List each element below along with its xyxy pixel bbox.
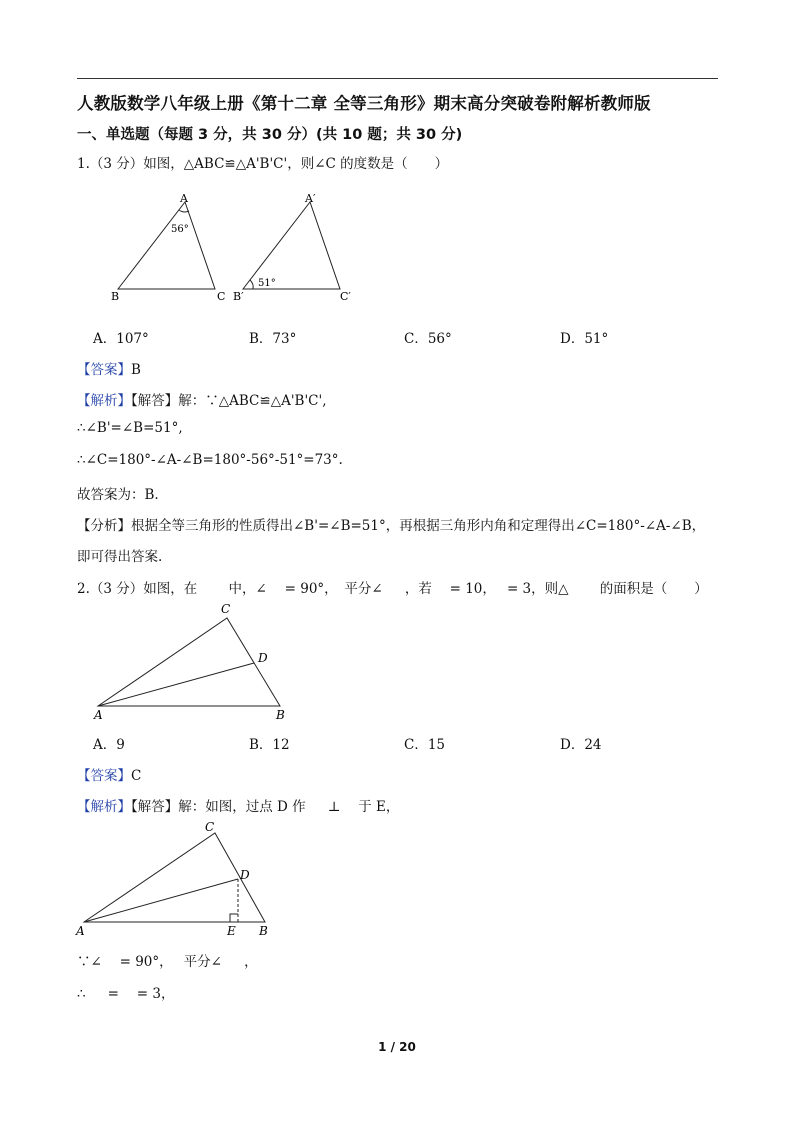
label-e: E (227, 924, 236, 938)
triangle-abc-3 (84, 833, 265, 922)
q1-option-a: A．107° (93, 331, 149, 347)
label-b: B (276, 708, 285, 722)
q1-option-c: C．56° (404, 331, 452, 347)
label-d: D (240, 868, 250, 882)
q1-analysis-line-2: ∴∠B'=∠B=51°, (77, 420, 183, 436)
question-1-stem: 1.（3 分）如图，△ABC≌△A'B'C'，则∠C 的度数是（ ） (77, 156, 449, 172)
question-2-figure (88, 600, 308, 722)
q2-analysis-line-1 (77, 795, 399, 815)
q2-answer: C (131, 768, 142, 784)
q1-answer-line (77, 358, 141, 378)
bisector-ad-2 (84, 879, 238, 922)
label-b: B (259, 924, 268, 938)
right-angle-mark (230, 914, 238, 922)
label-angle-b2: 51° (258, 278, 276, 289)
label-a2: A′ (305, 192, 316, 205)
q1-analysis-line-1 (77, 389, 327, 409)
q1-analysis-text: 【解答】解：∵△ABC≌△A'B'C', (131, 393, 327, 409)
angle-b2-arc (250, 280, 253, 289)
question-2-stem: 2.（3 分）如图，在 中，∠ = 90°， 平分∠ ，若 = 10， = 3，则△ 的面积是（ ） (77, 581, 708, 597)
q2-option-c: C．15 (404, 737, 446, 753)
label-c: C (221, 602, 231, 616)
label-a: A (76, 924, 85, 938)
label-b: B (111, 290, 120, 303)
answer-tag: 【答案】 (77, 362, 131, 378)
bisector-ad (98, 663, 254, 706)
answer-tag: 【答案】 (77, 768, 131, 784)
q1-fenxi-line-2: 即可得出答案. (77, 549, 163, 565)
label-a: A (94, 708, 103, 722)
label-d: D (258, 651, 268, 665)
q2-analysis-line-2: ∵∠ = 90°， 平分∠ ， (77, 954, 258, 970)
header-rule (77, 78, 718, 79)
label-c2: C′ (340, 290, 351, 303)
question-1-figure (100, 188, 370, 306)
q2-answer-line (77, 764, 141, 784)
q2-option-b: B．12 (249, 737, 290, 753)
q2-analysis-line-3: ∴ = = 3， (77, 986, 175, 1002)
label-c: C (205, 820, 215, 834)
label-c: C (217, 290, 226, 303)
label-a: A (180, 192, 188, 205)
triangle-a2b2c2 (243, 202, 340, 289)
page-number: 1 / 20 (378, 1040, 416, 1054)
q1-option-d: D．51° (560, 331, 609, 347)
q2-analysis-text: 【解答】解：如图，过点 D 作 ⊥ 于 E， (131, 799, 400, 815)
q1-option-b: B．73° (249, 331, 297, 347)
q1-analysis-line-4: 故答案为：B. (77, 487, 159, 503)
q1-analysis-line-3: ∴∠C=180°-∠A-∠B=180°-56°-51°=73°. (77, 452, 343, 468)
triangle-abc-2 (98, 618, 280, 706)
section-heading: 一、单选题（每题 3 分，共 30 分）(共 10 题；共 30 分) (77, 127, 463, 143)
label-angle-a: 56° (171, 224, 189, 235)
analysis-tag: 【解析】 (77, 799, 131, 815)
q1-fenxi-line-1: 【分析】根据全等三角形的性质得出∠B'=∠B=51°，再根据三角形内角和定理得出∠C=180°-∠A-∠B， (77, 518, 706, 534)
q1-answer: B (131, 362, 141, 378)
q2-option-a: A．9 (93, 737, 125, 753)
question-2-solution-figure (72, 818, 292, 940)
q2-option-d: D．24 (560, 737, 602, 753)
document-title: 人教版数学八年级上册《第十二章 全等三角形》期末高分突破卷附解析教师版 (77, 94, 651, 113)
label-b2: B′ (233, 290, 244, 303)
triangle-abc (118, 202, 215, 289)
analysis-tag: 【解析】 (77, 393, 131, 409)
